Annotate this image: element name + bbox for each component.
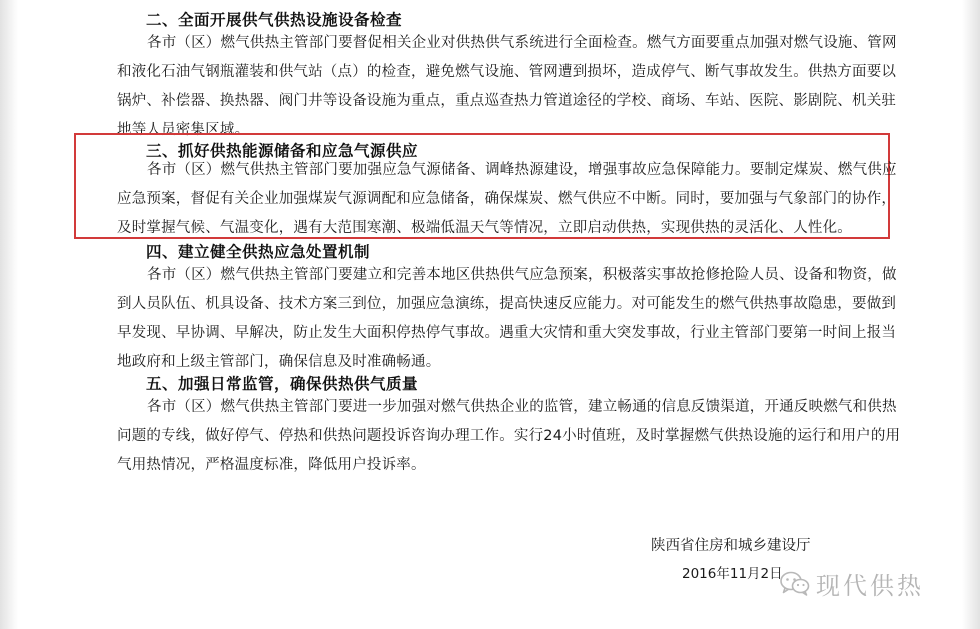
- watermark: [780, 566, 924, 600]
- paragraph-line: 问题的专线，做好停气、停热和供热问题投诉咨询办理工作。实行24小时值班，及时掌握燃气供热设施的运行和用户的用: [117, 428, 901, 444]
- section-4-heading: 四、建立健全供热应急处置机制: [146, 243, 371, 261]
- paragraph-line: 到人员队伍、机具设备、技术方案三到位，加强应急演练，提高快速反应能力。对可能发生的燃气供热事故隐患，要做到: [117, 296, 897, 312]
- section-5-heading: 五、加强日常监管，确保供热供气质量: [146, 375, 419, 393]
- section-4-paragraph: [117, 261, 897, 377]
- section-2-heading: 二、全面开展供气供热设施设备检查: [146, 11, 403, 29]
- paragraph-line: 地等人员密集区域。: [117, 122, 250, 138]
- paragraph-line: 各市（区）燃气供热主管部门要进一步加强对燃气供热企业的监管，建立畅通的信息反馈渠道，开通反映燃气和供热: [147, 399, 897, 415]
- section-2-paragraph: [117, 29, 897, 145]
- wechat-icon: [780, 570, 810, 596]
- section-5-paragraph: [117, 393, 901, 480]
- paragraph-line: 早发现、早协调、早解决，防止发生大面积停热停气事故。遇重大灾情和重大突发事故，行业主管部门要第一时间上报当: [117, 325, 897, 341]
- paragraph-line: 各市（区）燃气供热主管部门要建立和完善本地区供热供气应急预案，积极落实事故抢修抢险人员、设备和物资，做: [147, 267, 897, 283]
- signature-organization: 陕西省住房和城乡建设厅: [651, 538, 811, 554]
- watermark-text: 现代供热: [816, 571, 924, 600]
- section-3-heading: 三、抓好供热能源储备和应急气源供应: [146, 142, 419, 160]
- paragraph-line: 和液化石油气钢瓶灌装和供气站（点）的检查，避免燃气设施、管网遭到损坏，造成停气、断气事故发生。供热方面要以: [117, 64, 897, 80]
- paragraph-line: 各市（区）燃气供热主管部门要督促相关企业对供热供气系统进行全面检查。燃气方面要重点加强对燃气设施、管网: [147, 35, 897, 51]
- paragraph-line: 应急预案，督促有关企业加强煤炭气源调配和应急储备，确保煤炭、燃气供应不中断。同时，要加强与气象部门的协作，: [117, 191, 897, 207]
- paragraph-line: 地政府和上级主管部门，确保信息及时准确畅通。: [117, 354, 441, 370]
- section-3-paragraph: [117, 156, 897, 243]
- paragraph-line: 各市（区）燃气供热主管部门要加强应急气源储备、调峰热源建设，增强事故应急保障能力。要制定煤炭、燃气供应: [147, 162, 897, 178]
- paragraph-line: 气用热情况，严格温度标准，降低用户投诉率。: [117, 457, 426, 473]
- paragraph-line: 及时掌握气候、气温变化，遇有大范围寒潮、极端低温天气等情况，立即启动供热，实现供热的灵活化、人性化。: [117, 220, 852, 236]
- paragraph-line: 锅炉、补偿器、换热器、阀门井等设备设施为重点，重点巡查热力管道途径的学校、商场、车站、医院、影剧院、机关驻: [117, 93, 897, 109]
- signature-date: 2016年11月2日: [682, 566, 783, 582]
